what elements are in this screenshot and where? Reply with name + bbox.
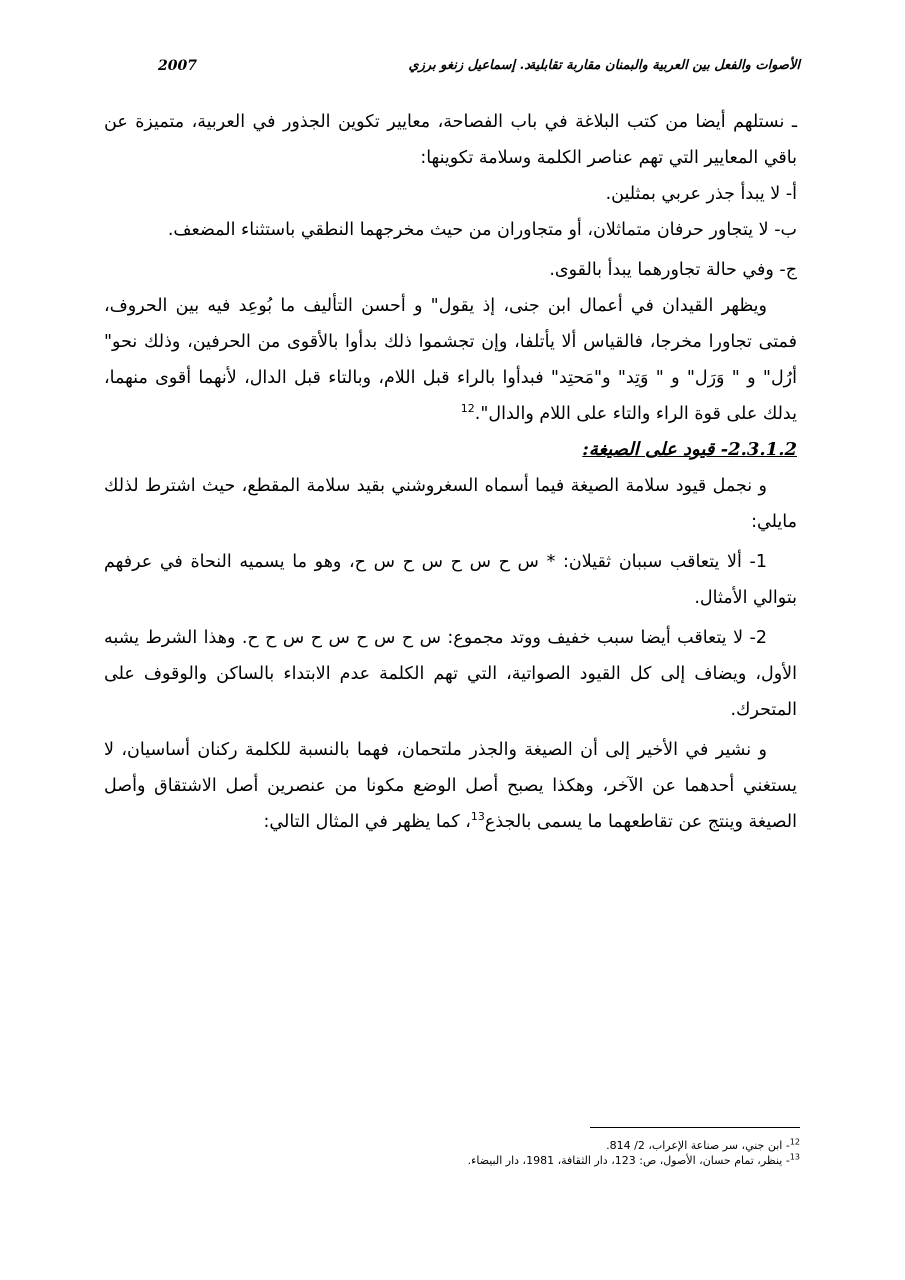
paragraph-syllable: و نجمل قيود سلامة الصيغة فيما أسماه السغروشني بقيد سلامة المقطع، حيث اشترط لذلك مايلي:	[104, 476, 797, 532]
footnote-13-number: 13	[789, 1152, 800, 1162]
condition-2: 2- لا يتعاقب أيضا سبب خفيف ووتد مجموع: س ح س ح س ح س ح ح. وهذا الشرط يشبه الأول، ويضاف إلى كل القيود الصواتية، التي تهم الكلمة عدم الابتداء بالساكن والوقوف على المتحرك.	[104, 628, 797, 720]
footnote-12	[360, 1138, 800, 1153]
body-text	[104, 104, 797, 840]
criterion-a: أ- لا يبدأ جذر عربي بمثلين.	[605, 184, 797, 204]
section-subheading: 2.3.1.2- قيود على الصيغة:	[582, 439, 797, 460]
criterion-c: ج- وفي حالة تجاورهما يبدأ بالقوى.	[549, 260, 797, 280]
paragraph-ibn-jinni	[104, 288, 797, 432]
footnote-ref-13[interactable]: 13	[470, 810, 485, 823]
footnote-ref-12[interactable]: 12	[460, 402, 475, 415]
footnote-12-text: - ابن جني، سر صناعة الإعراب، 2/ 814.	[606, 1139, 790, 1152]
header-year: 2007	[158, 58, 197, 74]
footnote-divider	[590, 1127, 800, 1128]
header-author: د. إسماعيل زنغو برزي	[408, 58, 530, 73]
running-header	[150, 58, 800, 80]
paragraph-intro: ـ نستلهم أيضا من كتب البلاغة في باب الفصاحة، معايير تكوين الجذور في العربية، متميزة عن باقي المعايير التي تهم عناصر الكلمة وسلامة تكوينها:	[104, 112, 797, 168]
header-title: الأصوات والفعل بين العربية والبمنان مقاربة تقابلية	[528, 58, 800, 73]
paragraph-ibn-jinni-text: ويظهر القيدان في أعمال ابن جنى، إذ يقول" و أحسن التأليف ما بُوعِد فيه بين الحروف، فمتى تجاورا مخرجا، فالقياس ألا يأتلفا، وإن تجشموا ذلك بدأوا بالأقوى من الحرفين، وذلك نحو" أرُل" و " وَرَل" و " وَتِد" و"مَحتِد" فبدأوا بالراء قبل اللام، وبالتاء قبل الدال، لأنهما أقوى منهما، يدلك على قوة الراء والتاء على اللام والدال".	[104, 296, 797, 424]
footnotes	[360, 1127, 800, 1168]
footnote-13-text: - ينظر، تمام حسان، الأصول، ص: 123، دار الثقافة، 1981، دار البيضاء.	[467, 1154, 790, 1167]
condition-1: 1- ألا يتعاقب سببان ثقيلان: * س ح س ح س ح س ح، وهو ما يسميه النحاة في عرفهم بتوالي الأمثال.	[104, 552, 797, 608]
footnote-13	[360, 1153, 800, 1168]
paragraph-conclusion	[104, 732, 797, 840]
footnote-12-number: 12	[789, 1137, 800, 1147]
paragraph-conclusion-end: ، كما يظهر في المثال التالي:	[263, 812, 471, 832]
criterion-b: ب- لا يتجاور حرفان متماثلان، أو متجاوران من حيث مخرجهما النطقي باستثناء المضعف.	[167, 220, 797, 240]
paragraph-conclusion-text: و نشير في الأخير إلى أن الصيغة والجذر ملتحمان، فهما بالنسبة للكلمة ركنان أساسيان، لا يستغني أحدهما عن الآخر، وهكذا يصبح أصل الوضع مكونا من عنصرين أصل الاشتقاق وأصل الصيغة وينتج عن تقاطعهما ما يسمى بالجذع	[104, 740, 797, 832]
